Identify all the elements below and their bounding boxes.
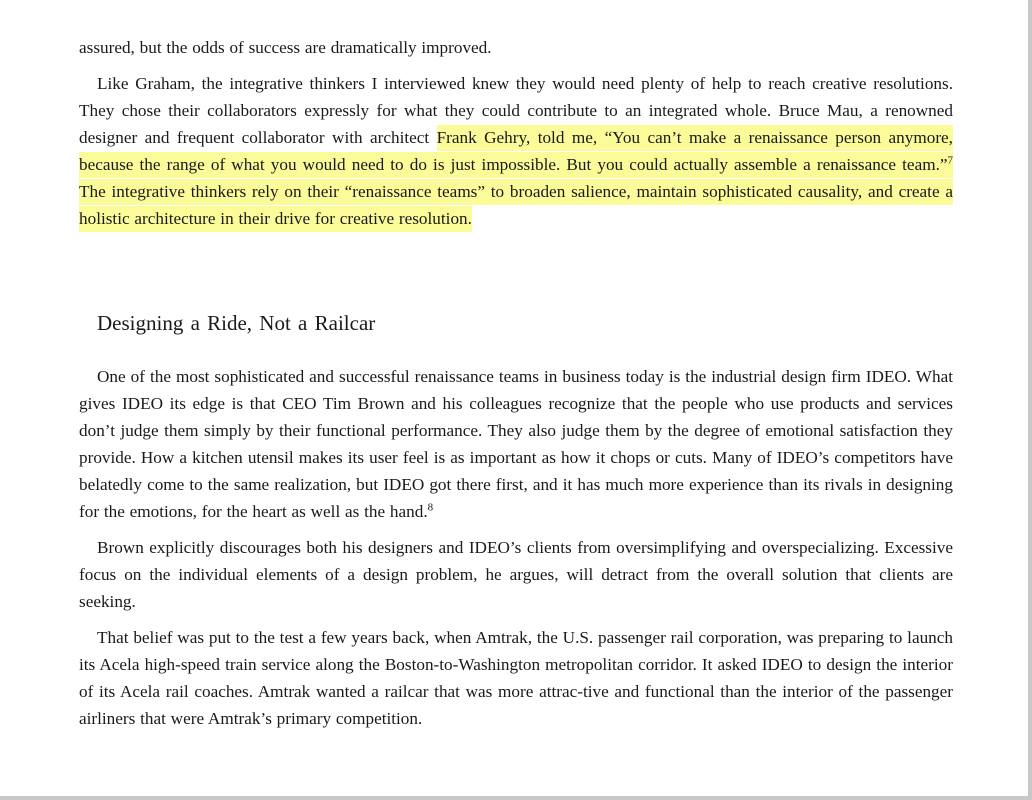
paragraph-continuation: assured, but the odds of success are dramatically improved. — [79, 38, 492, 57]
paragraph-lead-text: Like Graham, the integrative thinkers I interviewed knew they would need plenty of help to reach creative resolutions. They chose their collaborators expressly for what they could contribute to an integrated whole. Bruce Mau, a renowned designer and frequent collaborator with architect — [79, 74, 953, 147]
paragraph-amtrak: That belief was put to the test a few years back, when Amtrak, the U.S. passenger rail corporation, was preparing to launch its Acela high-speed train service along the Boston-to-Washington metropolitan corridor. It asked IDEO to design the interior of its Acela rail coaches. Amtrak wanted a railcar that was more attrac-tive and functional than the interior of the passenger airliners that were Amtrak’s primary competition. — [79, 628, 953, 728]
paragraph-ideo-text: One of the most sophisticated and successful renaissance teams in business today is the industrial design firm IDEO. What gives IDEO its edge is that CEO Tim Brown and his colleagues recognize that the people who use products and services don’t judge them simply by their functional performance. They also judge them by the degree of emotional satisfaction they provide. How a kitchen utensil makes its user feel is as important as how it chops or cuts. Many of IDEO’s competitors have belatedly come to the same realization, but IDEO got there first, and it has much more experience than its rivals in designing for the emotions, for the heart as well as the hand. — [79, 367, 953, 521]
upper-text-block — [79, 34, 953, 232]
paragraph-renaissance-team — [79, 70, 953, 232]
lower-text-block — [79, 363, 953, 732]
footnote-ref-8[interactable]: 8 — [427, 501, 434, 514]
paragraph-ideo — [79, 363, 953, 525]
section-heading: Designing a Ride, Not a Railcar — [97, 311, 376, 335]
highlighted-text-end: The integrative thinkers rely on their “renaissance teams” to broaden salience, maintain sophisticated causality, and create a holistic architecture in their drive for creative resolution. — [79, 182, 953, 228]
highlighted-quote-text: Frank Gehry, told me, “You can’t make a renaissance person anymore, because the range of what you would need to do is just impossible. But you could actually assemble a renaissance team.” — [79, 128, 953, 174]
paragraph-brown: Brown explicitly discourages both his designers and IDEO’s clients from oversimplifying and overspecializing. Excessive focus on the individual elements of a design problem, he argues, will detract from the overall solution that clients are seeking. — [79, 538, 953, 611]
footnote-ref-7[interactable]: 7 — [947, 154, 953, 167]
